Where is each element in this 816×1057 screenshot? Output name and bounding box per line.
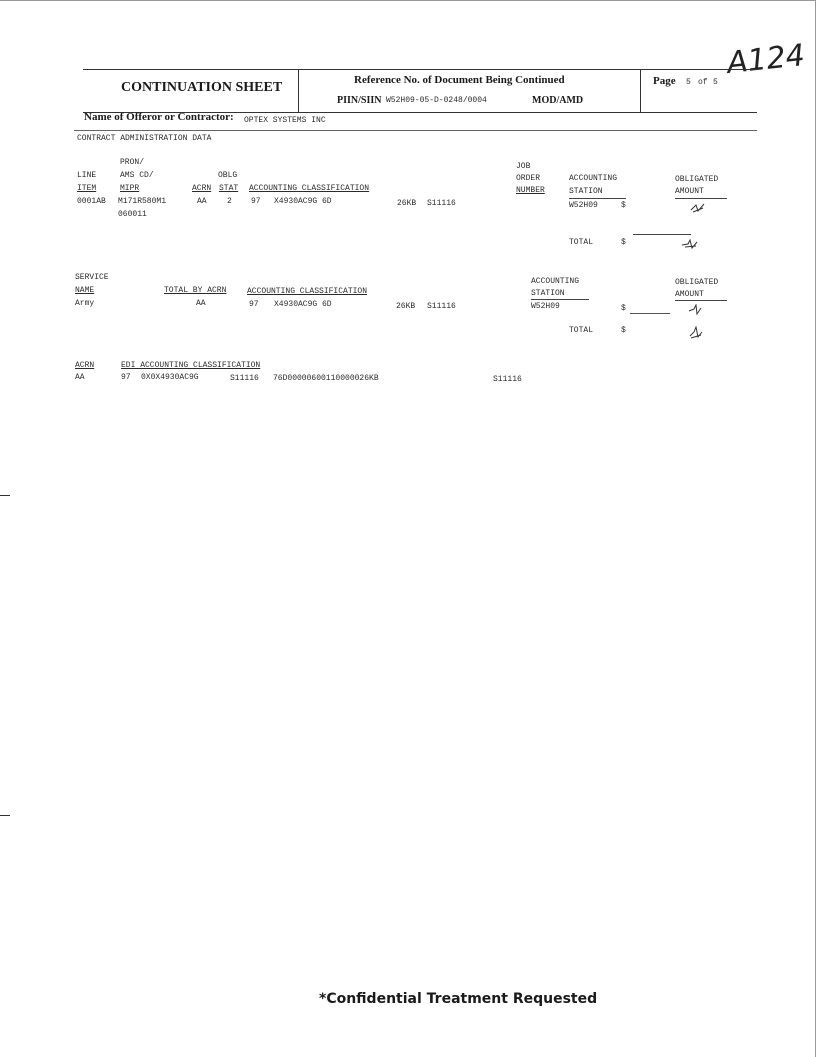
line-item: 0001AB (77, 197, 106, 206)
col-header-accounting: ACCOUNTING (569, 174, 618, 183)
col-header-obligated: OBLIGATED (675, 278, 719, 287)
col-header-total-by-acrn: TOTAL BY ACRN (164, 286, 227, 295)
col-header-obligated: OBLIGATED (675, 175, 719, 184)
total-label: TOTAL (569, 238, 594, 247)
edi-part: 97 (121, 373, 131, 382)
col-header-mipr: MIPR (120, 184, 140, 193)
total-rule (633, 234, 691, 235)
dollar-sign: $ (621, 201, 626, 210)
confidential-notice: *Confidential Treatment Requested (319, 991, 598, 1007)
station-underline (569, 198, 626, 199)
col-header-amount: AMOUNT (675, 187, 704, 196)
col-header-amount: AMOUNT (675, 290, 704, 299)
col-header-accounting: ACCOUNTING (531, 277, 580, 286)
col-header-order: ORDER (516, 174, 541, 183)
total-dollar: $ (621, 326, 626, 335)
header-divider (298, 69, 299, 112)
col-header-acrn: ACRN (75, 361, 95, 370)
page-of: of (698, 78, 708, 87)
punch-mark (0, 495, 10, 496)
redaction-mark-icon (681, 238, 699, 250)
station-value: W52H09 (569, 201, 598, 210)
total-dollar: $ (621, 238, 626, 247)
col-header-number: NUMBER (516, 186, 545, 195)
col-header-job: JOB (516, 162, 531, 171)
class-part: 26KB (396, 302, 416, 311)
offeror-name: OPTEX SYSTEMS INC (244, 116, 326, 125)
col-header-line: LINE (77, 171, 97, 180)
redaction-mark-icon (690, 202, 706, 214)
stat-value: 2 (227, 197, 232, 206)
col-header-accounting-classification: ACCOUNTING CLASSIFICATION (247, 287, 368, 296)
col-header-oblg: OBLG (218, 171, 238, 180)
acrn-value: AA (75, 373, 85, 382)
edi-part: S11116 (493, 375, 522, 384)
class-part: 97 (249, 300, 259, 309)
col-header-station: STATION (531, 289, 565, 298)
header-top-rule (83, 69, 757, 70)
station-underline (531, 299, 589, 300)
page-top-edge (0, 0, 816, 1)
punch-mark (0, 815, 10, 816)
col-header-name: NAME (75, 286, 95, 295)
class-part: 26KB (397, 199, 417, 208)
col-header-pron: PRON/ (120, 158, 145, 167)
section-title: CONTRACT ADMINISTRATION DATA (77, 134, 212, 143)
header-divider (640, 69, 641, 112)
col-header-accounting-classification: ACCOUNTING CLASSIFICATION (249, 184, 370, 193)
amount-underline (675, 198, 727, 199)
handwritten-annotation: A124 (725, 38, 807, 81)
edi-part: 0X0X4930AC9G (141, 373, 199, 382)
class-part: 97 (251, 197, 261, 206)
class-part: X4930AC9G 6D (274, 197, 332, 206)
col-header-acrn: ACRN (192, 184, 212, 193)
class-part: S11116 (427, 199, 456, 208)
sheet-title: CONTINUATION SHEET (121, 80, 283, 95)
class-part: X4930AC9G 6D (274, 300, 332, 309)
page-label: Page (653, 75, 676, 87)
class-part: S11116 (427, 302, 456, 311)
amount-blank-rule (630, 313, 670, 314)
mod-amd-label: MOD/AMD (532, 95, 584, 106)
piin-label: PIIN/SIIN (337, 95, 382, 106)
page-total: 5 (713, 78, 718, 87)
total-label: TOTAL (569, 326, 594, 335)
edi-part: S11116 (230, 374, 259, 383)
col-header-ams: AMS CD/ (120, 171, 154, 180)
offeror-rule (74, 130, 757, 131)
page-number: 5 (686, 78, 691, 87)
col-header-stat: STAT (219, 184, 239, 193)
amount-underline (675, 300, 727, 301)
col-header-station: STATION (569, 187, 603, 196)
acrn-value: AA (197, 197, 207, 206)
dollar-sign: $ (621, 304, 626, 313)
mipr-value: M171R580M1 (118, 197, 167, 206)
redaction-mark-icon (688, 326, 704, 340)
service-name: Army (75, 299, 95, 308)
col-header-service: SERVICE (75, 273, 109, 282)
col-header-item: ITEM (77, 184, 97, 193)
redaction-mark-icon (688, 304, 702, 316)
acrn-value: AA (196, 299, 206, 308)
edi-part: 76D00000600110000026KB (273, 374, 379, 383)
station-value: W52H09 (531, 302, 560, 311)
reference-label: Reference No. of Document Being Continued (354, 74, 565, 86)
col-header-edi-accounting-classification: EDI ACCOUNTING CLASSIFICATION (121, 361, 261, 370)
mipr-value-2: 060011 (118, 210, 147, 219)
offeror-label: Name of Offeror or Contractor: (84, 111, 234, 123)
piin-value: W52H09-05-D-0248/0004 (386, 96, 487, 105)
